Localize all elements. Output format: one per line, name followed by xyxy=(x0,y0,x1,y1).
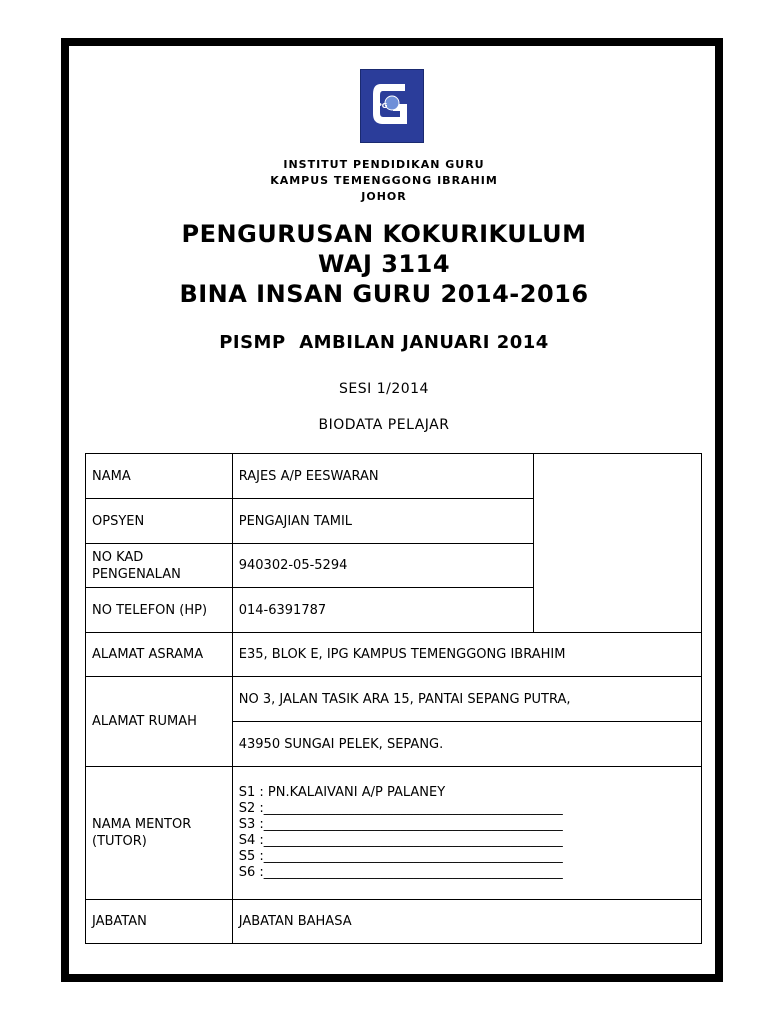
mentor-s5: S5 :______________________________________________ xyxy=(238,849,563,864)
section-heading: BIODATA PELAJAR xyxy=(318,417,450,433)
table-row xyxy=(86,900,702,944)
title-line-1: PENGURUSAN KOKURIKULUM xyxy=(181,220,587,248)
intake-heading: PISMP AMBILAN JANUARI 2014 xyxy=(219,332,549,353)
asrama-value: E35, BLOK E, IPG KAMPUS TEMENGGONG IBRAHIM xyxy=(232,633,701,677)
rumah-label: ALAMAT RUMAH xyxy=(86,677,233,767)
mentor-label xyxy=(86,767,233,900)
document-title xyxy=(0,219,768,309)
jabatan-label: JABATAN xyxy=(86,900,233,944)
table-row xyxy=(86,677,702,722)
phone-label: NO TELEFON (HP) xyxy=(86,588,233,633)
rumah-line-2: 43950 SUNGAI PELEK, SEPANG. xyxy=(232,722,701,767)
institution-name xyxy=(0,157,768,205)
jabatan-value: JABATAN BAHASA xyxy=(232,900,701,944)
mentor-s3: S3 :______________________________________________ xyxy=(238,817,563,832)
mentor-s4: S4 :______________________________________________ xyxy=(238,833,563,848)
opsyen-value: PENGAJIAN TAMIL xyxy=(232,499,534,544)
ic-label-line-2: PENGENALAN xyxy=(92,566,181,582)
nama-label: NAMA xyxy=(86,454,233,499)
table-row xyxy=(86,633,702,677)
mentor-s2: S2 :______________________________________________ xyxy=(238,801,563,816)
biodata-table xyxy=(85,453,702,944)
mentor-s6: S6 :______________________________________________ xyxy=(238,865,563,880)
table-row xyxy=(86,454,702,499)
ic-label xyxy=(86,544,233,588)
mentor-label-line-2: (TUTOR) xyxy=(92,834,147,849)
table-row xyxy=(86,767,702,900)
mentor-list xyxy=(232,767,701,900)
nama-value: RAJES A/P EESWARAN xyxy=(232,454,534,499)
ic-label-line-1: NO KAD xyxy=(92,549,144,565)
session-heading: SESI 1/2014 xyxy=(339,381,429,397)
logo-text: IPG xyxy=(374,102,388,110)
mentor-s1: S1 : PN.KALAIVANI A/P PALANEY xyxy=(238,785,446,800)
ic-value: 940302-05-5294 xyxy=(232,544,534,588)
opsyen-label: OPSYEN xyxy=(86,499,233,544)
asrama-label: ALAMAT ASRAMA xyxy=(86,633,233,677)
institution-line-3: JOHOR xyxy=(361,190,407,203)
institution-line-1: INSTITUT PENDIDIKAN GURU xyxy=(283,158,485,171)
ipg-logo-mark xyxy=(369,78,415,130)
title-line-3: BINA INSAN GURU 2014-2016 xyxy=(179,280,589,308)
photo-box xyxy=(534,454,702,633)
rumah-line-1: NO 3, JALAN TASIK ARA 15, PANTAI SEPANG PUTRA, xyxy=(232,677,701,722)
mentor-label-line-1: NAMA MENTOR xyxy=(92,817,192,832)
title-line-2: WAJ 3114 xyxy=(317,250,451,278)
ipg-logo xyxy=(360,69,424,143)
institution-line-2: KAMPUS TEMENGGONG IBRAHIM xyxy=(270,174,498,187)
phone-value: 014-6391787 xyxy=(232,588,534,633)
